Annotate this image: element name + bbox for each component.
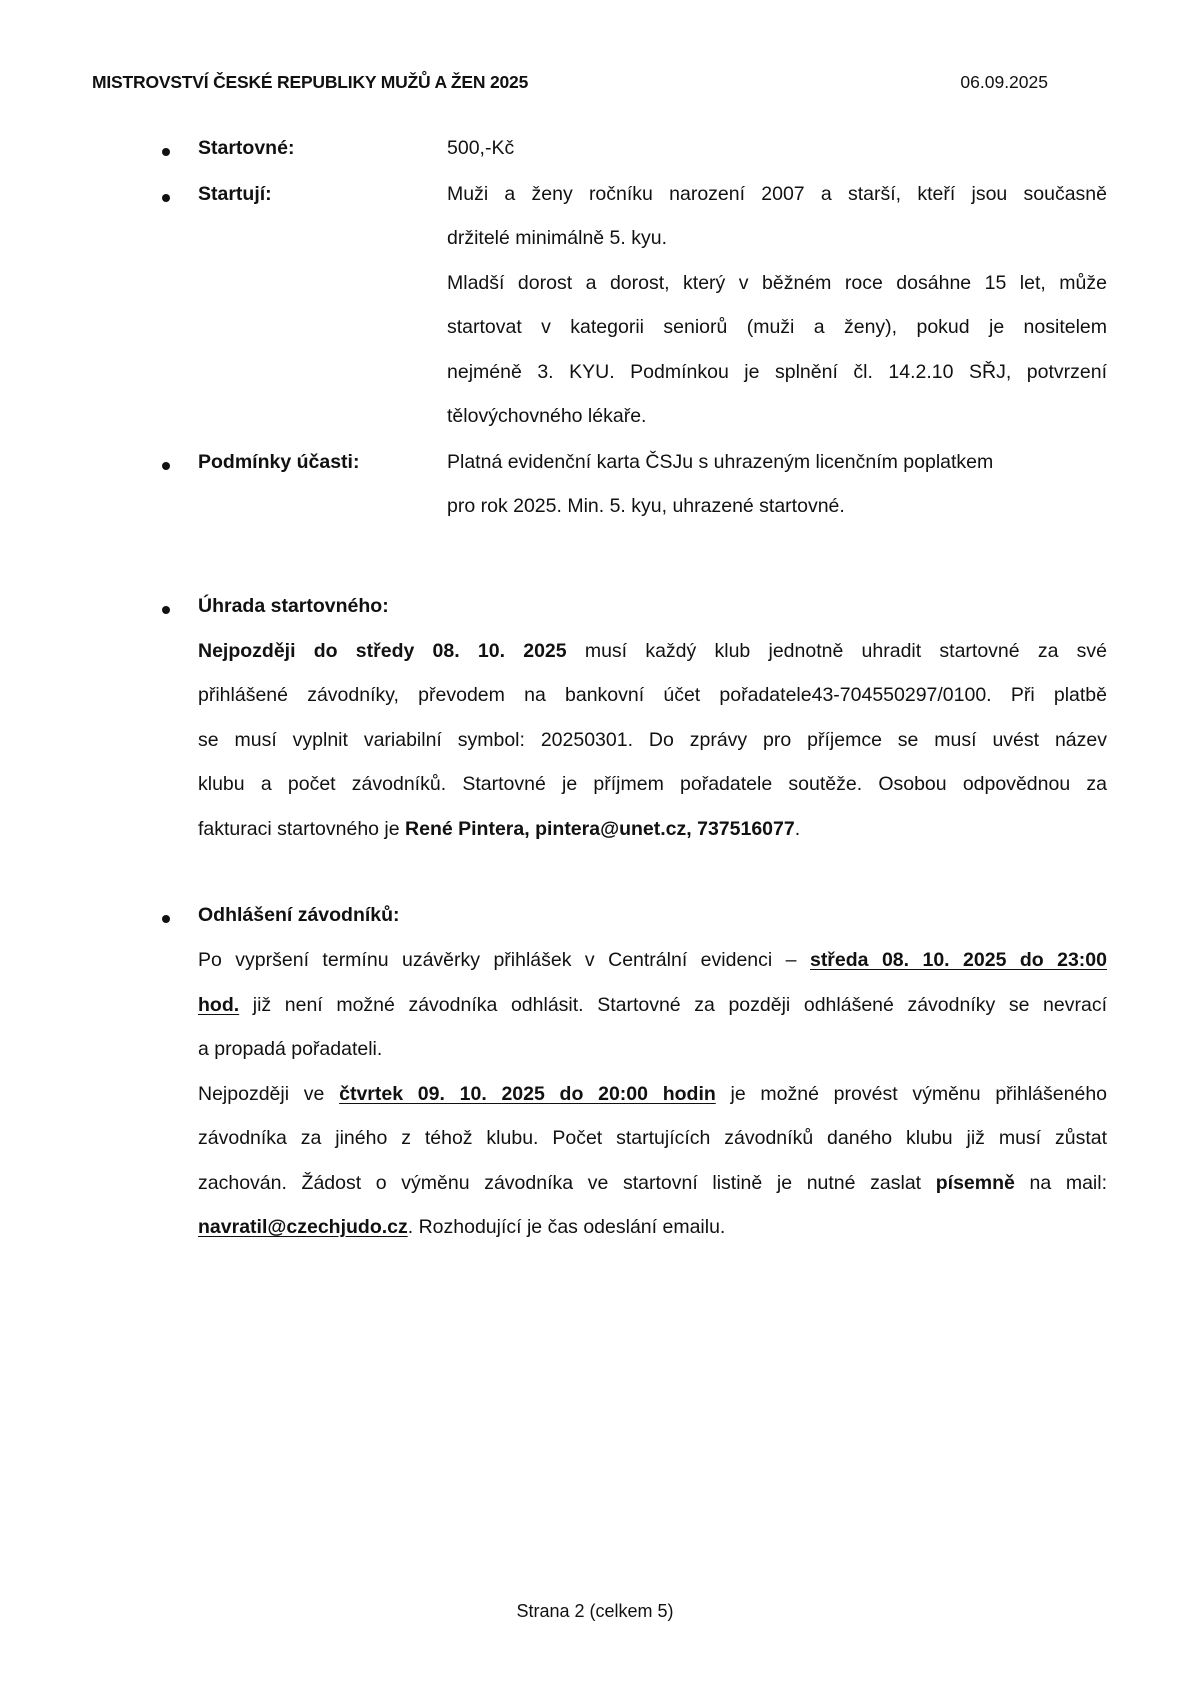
text-line: startovat v kategorii seniorů (muži a ženy), pokud je nositelem bbox=[447, 316, 1107, 338]
text-line: závodníka za jiného z téhož klubu. Počet startujících závodníků daného klubu již musí zůstat bbox=[198, 1127, 1107, 1149]
contact-person: René Pintera, pintera@unet.cz, 737516077 bbox=[405, 818, 795, 840]
text-line: navratil@czechjudo.cz. Rozhodující je čas odeslání emailu. bbox=[198, 1216, 726, 1238]
deadline-underlined: čtvrtek 09. 10. 2025 do 20:00 hodin bbox=[339, 1083, 716, 1105]
bullet-icon bbox=[162, 194, 170, 202]
text-line: Nejpozději ve čtvrtek 09. 10. 2025 do 20:00 hodin je možné provést výměnu přihlášeného bbox=[198, 1083, 1108, 1105]
text-line: pro rok 2025. Min. 5. kyu, uhrazené startovné. bbox=[447, 495, 845, 517]
text-line: nejméně 3. KYU. Podmínkou je splnění čl. 14.2.10 SŘJ, potvrzení bbox=[447, 361, 1107, 383]
deadline-bold: Nejpozději do středy 08. 10. 2025 bbox=[198, 640, 567, 662]
text-line: tělovýchovného lékaře. bbox=[447, 405, 647, 427]
text-line: Po vypršení termínu uzávěrky přihlášek v Centrální evidenci – středa 08. 10. 2025 do 23:00 bbox=[198, 949, 1107, 971]
email-link[interactable]: navratil@czechjudo.cz bbox=[198, 1216, 408, 1238]
text-line: Mladší dorost a dorost, který v běžném roce dosáhne 15 let, může bbox=[447, 272, 1107, 294]
text-line: se musí vyplnit variabilní symbol: 20250301. Do zprávy pro příjemce se musí uvést název bbox=[198, 729, 1107, 751]
header-date: 06.09.2025 bbox=[960, 72, 1048, 92]
deadline-underlined: hod. bbox=[198, 994, 240, 1016]
text-line: zachován. Žádost o výměnu závodníka ve startovní listině je nutné zaslat písemně na mail: bbox=[198, 1172, 1108, 1194]
section-heading: Úhrada startovného: bbox=[198, 595, 389, 617]
bullet-icon bbox=[162, 148, 170, 156]
page-footer: Strana 2 (celkem 5) bbox=[516, 1601, 674, 1621]
item-label: Podmínky účasti: bbox=[198, 451, 360, 473]
page-header bbox=[92, 72, 1048, 93]
item-label: Startovné: bbox=[198, 137, 295, 159]
text-line: a propadá pořadateli. bbox=[198, 1038, 383, 1060]
text-line: držitelé minimálně 5. kyu. bbox=[447, 227, 668, 249]
text-line: klubu a počet závodníků. Startovné je příjmem pořadatele soutěže. Osobou odpovědnou za bbox=[198, 773, 1107, 795]
text-line: Platná evidenční karta ČSJu s uhrazeným licenčním poplatkem bbox=[447, 451, 994, 473]
item-value: 500,-Kč bbox=[447, 137, 515, 159]
bullet-icon bbox=[162, 606, 170, 614]
text-line: Muži a ženy ročníku narození 2007 a starší, kteří jsou současně bbox=[447, 183, 1107, 205]
bullet-icon bbox=[162, 915, 170, 923]
text-line: Nejpozději do středy 08. 10. 2025 musí každý klub jednotně uhradit startovné za své bbox=[198, 640, 1108, 662]
bullet-icon bbox=[162, 462, 170, 470]
item-label: Startují: bbox=[198, 183, 272, 205]
text-line: přihlášené závodníky, převodem na bankovní účet pořadatele43-704550297/0100. Při platbě bbox=[198, 684, 1107, 706]
deadline-underlined: středa 08. 10. 2025 do 23:00 bbox=[809, 949, 1107, 971]
section-heading: Odhlášení závodníků: bbox=[198, 904, 400, 926]
header-title: MISTROVSTVÍ ČESKÉ REPUBLIKY MUŽŮ A ŽEN 2025 bbox=[92, 72, 529, 92]
text-line: hod. již není možné závodníka odhlásit. Startovné za později odhlášené závodníky se nevrací bbox=[198, 994, 1107, 1016]
text-line: fakturaci startovného je René Pintera, pintera@unet.cz, 737516077. bbox=[198, 818, 801, 840]
